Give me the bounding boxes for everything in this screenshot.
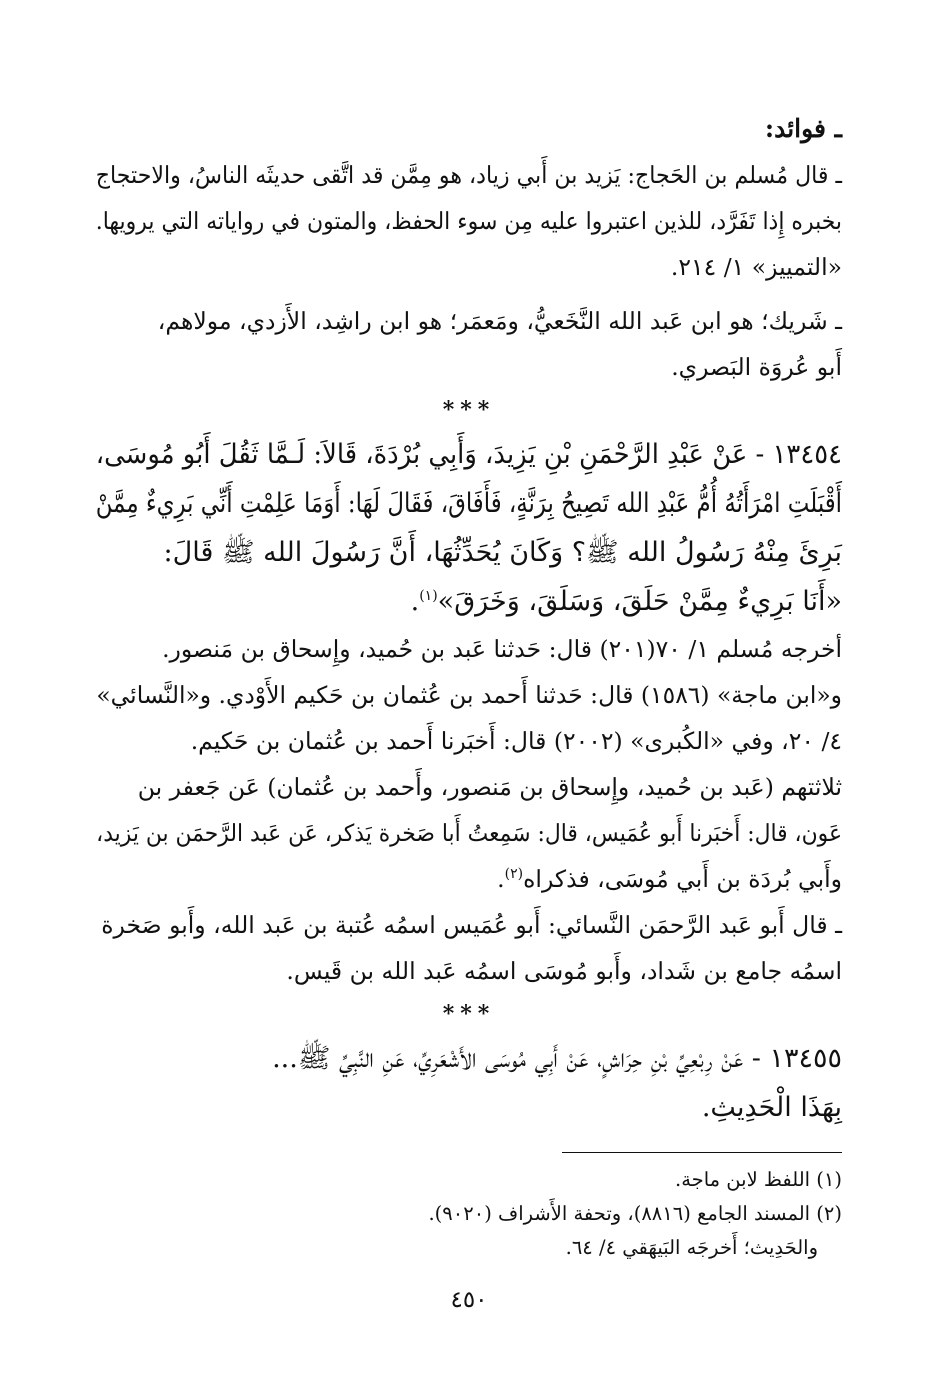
benefit-line: «التمييز» ١/ ٢١٤. — [670, 253, 842, 281]
benefit-narrators-note — [96, 298, 842, 390]
footnote-divider — [562, 1152, 842, 1153]
benefits-heading: ـ فوائد: — [764, 114, 842, 143]
takhrij-sources — [96, 626, 842, 764]
page-number: ٤٥٠ — [450, 1287, 488, 1313]
section-separator: *** — [442, 397, 496, 423]
end-mark: . — [410, 586, 420, 617]
nasai-note — [96, 902, 842, 994]
footnote-marker: (٢) — [504, 866, 524, 883]
benefit-line: ـ قال مُسلم بن الحَجاج: يَزيد بن أَبي زياد، هو مِمَّن قد اتَّقى حديثَه الناسُ، والاحتجاج — [95, 161, 843, 189]
benefit-muslim-note — [96, 152, 842, 290]
hadith-line: ١٣٤٥٤ - عَنْ عَبْدِ الرَّحْمَنِ بْنِ يَزِيدَ، وَأَبِي بُرْدَةَ، قَالاَ: لَـمَّا ثَقُلَ أَبُو مُوسَى، — [95, 439, 842, 470]
hadith-13455 — [96, 1034, 842, 1132]
benefit-line: بخبره إِذا تَفَرَّد، للذين اعتبروا عليه مِن سوء الحفظ، والمتون في رواياته التي يرويها. — [95, 207, 843, 235]
takhrij-line: عَون، قال: أَخبَرنا أَبو عُمَيس، قال: سَمِعتُ أَبا صَخرة يَذكر، عَن عَبد الرَّحمَن بن يَزيد، — [96, 819, 843, 847]
takhrij-line: ٤/ ٢٠، وفي «الكُبرى» (٢٠٠٢) قال: أَخبَرنا أَحمد بن عُثمان بن حَكيم. — [190, 727, 842, 755]
section-separator: *** — [442, 1001, 496, 1027]
hadith-line — [96, 577, 842, 626]
hadith-line: ١٣٤٥٥ - عَنْ رِبْعِيِّ بْنِ حِرَاشٍ، عَنْ أَبِي مُوسَى الأَشْعَرِيِّ، عَنِ النَّبِيِّ ﷺ... — [272, 1043, 842, 1074]
footnotes — [96, 1163, 842, 1265]
benefit-line: أَبو عُروَة البَصري. — [671, 353, 842, 381]
footnote-2-continued: والحَدِيث؛ أَخرجَه البَيهَقي ٤/ ٦٤. — [565, 1236, 818, 1259]
takhrij-chain — [96, 764, 842, 902]
footnote-1: (١) اللفظ لابن ماجة. — [675, 1168, 842, 1191]
takhrij-line: ثلاثتهم (عَبد بن حُميد، وإِسحاق بن مَنصور، وأَحمد بن عُثمان) عَن جَعفر بن — [137, 773, 842, 801]
end-mark: . — [497, 865, 505, 893]
benefit-line: ـ شَريك؛ هو ابن عَبد الله النَّخَعيُّ، ومَعمَر؛ هو ابن راشِد، الأَزدي، مولاهم، — [157, 307, 842, 335]
hadith-13454 — [96, 430, 842, 626]
takhrij-line: و«ابن ماجة» (١٥٨٦) قال: حَدثنا أَحمد بن عُثمان بن حَكيم الأَوْدي. و«النَّسائي» — [96, 681, 842, 709]
takhrij-line: أخرجه مُسلم ١/ ٧٠(٢٠١) قال: حَدثنا عَبد بن حُميد، وإِسحاق بن مَنصور. — [162, 635, 842, 663]
hadith-line: أَقْبَلَتِ امْرَأَتُهُ أُمُّ عَبْدِ الله تَصِيحُ بِرَنَّةٍ، فَأَفَاقَ، فَقَالَ لَهَا: أَوَمَا عَلِمْتِ أَنِّي بَرِيءٌ مِمَّنْ — [95, 488, 842, 519]
hadith-line: بِهَذَا الْحَدِيثِ. — [701, 1092, 842, 1123]
chain-text: وأَبي بُردَة بن أَبي مُوسَى، فذكراه — [523, 865, 842, 893]
footnote-2: (٢) المسند الجامع (٨٨١٦)، وتحفة الأَشراف (٩٠٢٠). — [428, 1202, 842, 1225]
note-line: اسمُه جامع بن شَداد، وأَبو مُوسَى اسمُه عَبد الله بن قَيس. — [286, 957, 842, 985]
hadith-line: بَرِئَ مِنْهُ رَسُولُ الله ﷺ؟ وَكَانَ يُحَدِّثُهَا، أَنَّ رَسُولَ الله ﷺ قَالَ: — [163, 537, 842, 568]
hadith-quote: «أَنَا بَرِيءٌ مِمَّنْ حَلَقَ، وَسَلَقَ، وَخَرَقَ» — [437, 586, 842, 617]
takhrij-line — [96, 856, 842, 902]
footnote-marker: (١) — [419, 588, 438, 604]
note-line: ـ قال أَبو عَبد الرَّحمَن النَّسائي: أَبو عُمَيس اسمُه عُتبة بن عَبد الله، وأَبو صَخرة — [101, 911, 842, 939]
